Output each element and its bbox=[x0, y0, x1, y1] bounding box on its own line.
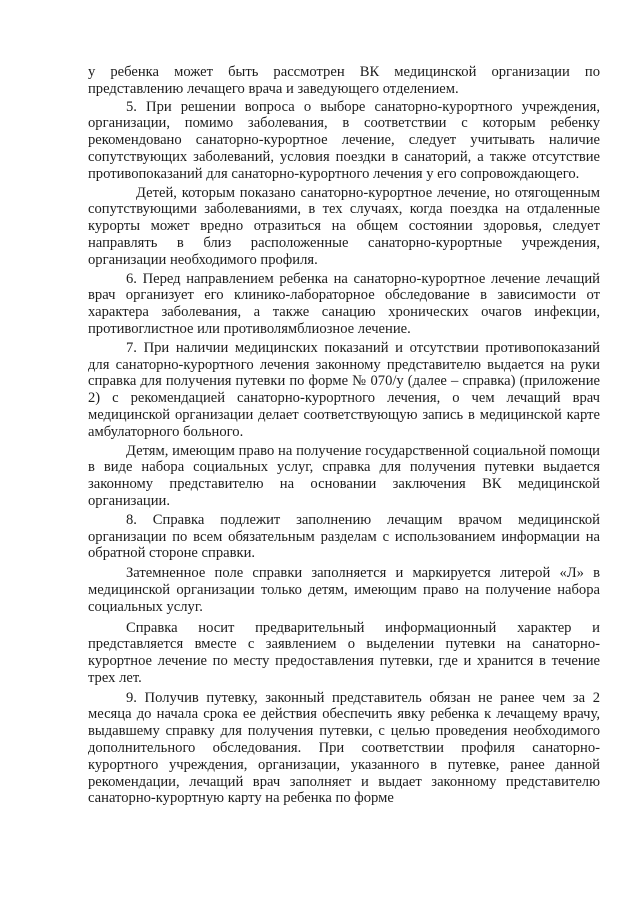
paragraph-8: 8. Справка подлежит заполнению лечащим врачом медицинской организации по всем обязательным разделам с использованием информации на обратной стороне справки. bbox=[88, 511, 600, 562]
paragraph-7-social-help: Детям, имеющим право на получение государственной социальной помощи в виде набора социальных услуг, справка для получения путевки выдается законному представителю на основании заключения ВК медицинской организации. bbox=[88, 442, 600, 509]
paragraph-8-certificate: Справка носит предварительный информационный характер и представляется вместе с заявлением о выделении путевки на санаторно-курортное лечение по месту предоставления путевки, где и хранится в течение трех лет. bbox=[88, 619, 600, 686]
paragraph-5-children: Детей, которым показано санаторно-курортное лечение, но отягощенным сопутствующими заболеваниями, в тех случаях, когда поездка на отдаленные курорты может вредно отразиться на общем состоянии здоровья, следует направлять в близ расположенные санаторно-курортные учреждения, организации необходимого профиля. bbox=[88, 184, 600, 268]
paragraph-7: 7. При наличии медицинских показаний и отсутствии противопоказаний для санаторно-курортного лечения законному представителю выдается на руки справка для получения путевки по форме № 070/у (далее – справка) (приложение 2) с рекомендацией санаторно-курортного лечения, о чем лечащий врач медицинской организации делает соответствующую запись в медицинской карте амбулаторного больного. bbox=[88, 339, 600, 440]
paragraph-5: 5. При решении вопроса о выборе санаторно-курортного учреждения, организации, помимо заболевания, в соответствии с которым ребенку рекомендовано санаторно-курортное лечение, следует учитывать наличие сопутствующих заболеваний, условия поездки в санаторий, а также отсутствие противопоказаний для санаторно-курортного лечения у его сопровождающего. bbox=[88, 98, 600, 182]
paragraph-8-shaded-field: Затемненное поле справки заполняется и маркируется литерой «Л» в медицинской организации только детям, имеющим право на получение набора социальных услуг. bbox=[88, 565, 600, 615]
paragraph-6: 6. Перед направлением ребенка на санаторно-курортное лечение лечащий врач организует его клинико-лабораторное обследование в зависимости от характера заболевания, а также санацию хронических очагов инфекции, противоглистное или противолямблиозное лечение. bbox=[88, 270, 600, 337]
document-page bbox=[88, 64, 600, 807]
paragraph-9: 9. Получив путевку, законный представитель обязан не ранее чем за 2 месяца до начала срока ее действия обеспечить явку ребенка к лечащему врачу, выдавшему справку для получения путевки, с целью проведения необходимого дополнительного обследования. При соответствии профиля санаторно-курортного учреждения, организации, указанного в путевке, ранее данной рекомендации, лечащий врач заполняет и выдает законному представителю санаторно-курортную карту на ребенка по форме bbox=[88, 689, 600, 807]
paragraph-continuation: у ребенка может быть рассмотрен ВК медицинской организации по представлению лечащего врача и заведующего отделением. bbox=[88, 64, 600, 97]
